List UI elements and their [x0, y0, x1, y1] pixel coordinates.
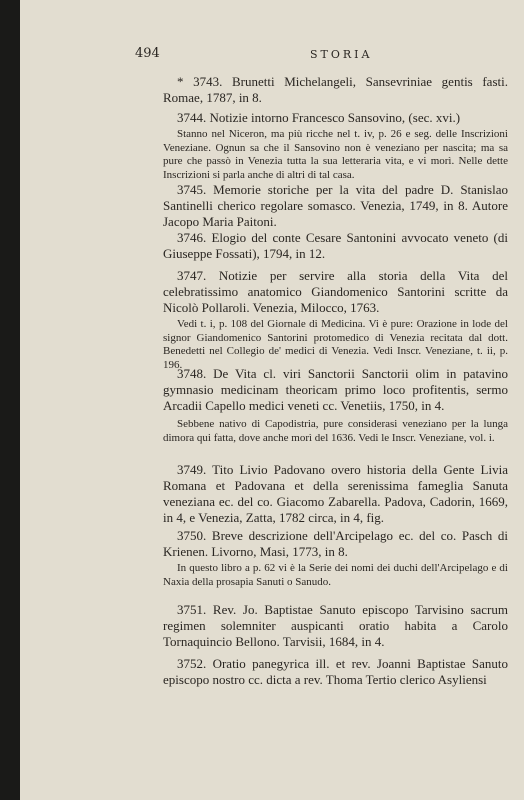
page-number: 494 [135, 46, 160, 61]
note-3748: Sebbene nativo di Capodistria, pure considerasi veneziano per la lunga dimora qui fatta, dove anche morì del 1636. Vedi le Inscr. Veneziane, vol. i. [163, 418, 508, 444]
entry-3752: 3752. Oratio panegyrica ill. et rev. Joanni Baptistae Sanuto episcopo nostro cc. dicta a rev. Thoma Tertio clerico Asyliensi [163, 656, 508, 687]
entry-3747: 3747. Notizie per servire alla storia della Vita del celebratissimo anatomico Giandomenico Santorini scritte da Nicolò Pollaroli. Venezia, Milocco, 1763. [163, 268, 508, 315]
entry-3750: 3750. Breve descrizione dell'Arcipelago ec. del co. Pasch di Krienen. Livorno, Masi, 1773, in 8. [163, 528, 508, 559]
entry-3744: 3744. Notizie intorno Francesco Sansovino, (sec. xvi.) [177, 110, 461, 125]
book-page [20, 0, 524, 800]
note-3747: Vedi t. i, p. 108 del Giornale di Medicina. Vi è pure: Orazione in lode del signor Giandomenico Santorini protomedico di Venezia recitata dal dott. Benedetti nel Collegio de' medici di Venezia. Vedi Inscr. Veneziane, t. ii, p. 196. [163, 318, 508, 371]
note-3750: In questo libro a p. 62 vi è la Serie dei nomi dei duchi dell'Arcipelago e di Naxia della prosapia Sanuti o Sanudo. [163, 562, 508, 588]
entry-3745: 3745. Memorie storiche per la vita del padre D. Stanislao Santinelli cherico regolare somasco. Venezia, 1749, in 8. Autore Jacopo Maria Paitoni. [163, 182, 508, 229]
running-title: STORIA [310, 48, 373, 61]
entry-3749: 3749. Tito Livio Padovano overo historia della Gente Livia Romana et Padovana et della serenissima fameglia Sanuta veneziana ec. del co. Giacomo Zabarella. Padova, Cadorin, 1669, in 4, e Venezia, Zatta, 1782 circa, in 4, fig. [163, 462, 508, 525]
entry-3751: 3751. Rev. Jo. Baptistae Sanuto episcopo Tarvisino sacrum regimen solemniter auspicanti oratio habita a Carolo Tornaquincio Bellono. Tarvisii, 1684, in 4. [163, 602, 508, 649]
entry-3743: * 3743. Brunetti Michelangeli, Sansevriniae gentis fasti. Romae, 1787, in 8. [163, 74, 508, 105]
entry-3746: 3746. Elogio del conte Cesare Santonini avvocato veneto (di Giuseppe Fossati), 1794, in 12. [163, 230, 508, 261]
note-3744: Stanno nel Niceron, ma più ricche nel t. iv, p. 26 e seg. delle Inscrizioni Veneziane. Ognun sa che il Sansovino non è veneziano per nascita; ma sa pure che passò in Venezia tutta la sua letteraria vita, e vi morì. Nelle dette Inscrizioni si parla anche di altri di tal casa. [163, 128, 508, 181]
entry-3748: 3748. De Vita cl. viri Sanctorii Sanctorii olim in patavino gymnasio medicinam theoricam primo loco profitentis, sermo Arcadii Capello medici veneti cc. Venetiis, 1750, in 4. [163, 366, 508, 413]
